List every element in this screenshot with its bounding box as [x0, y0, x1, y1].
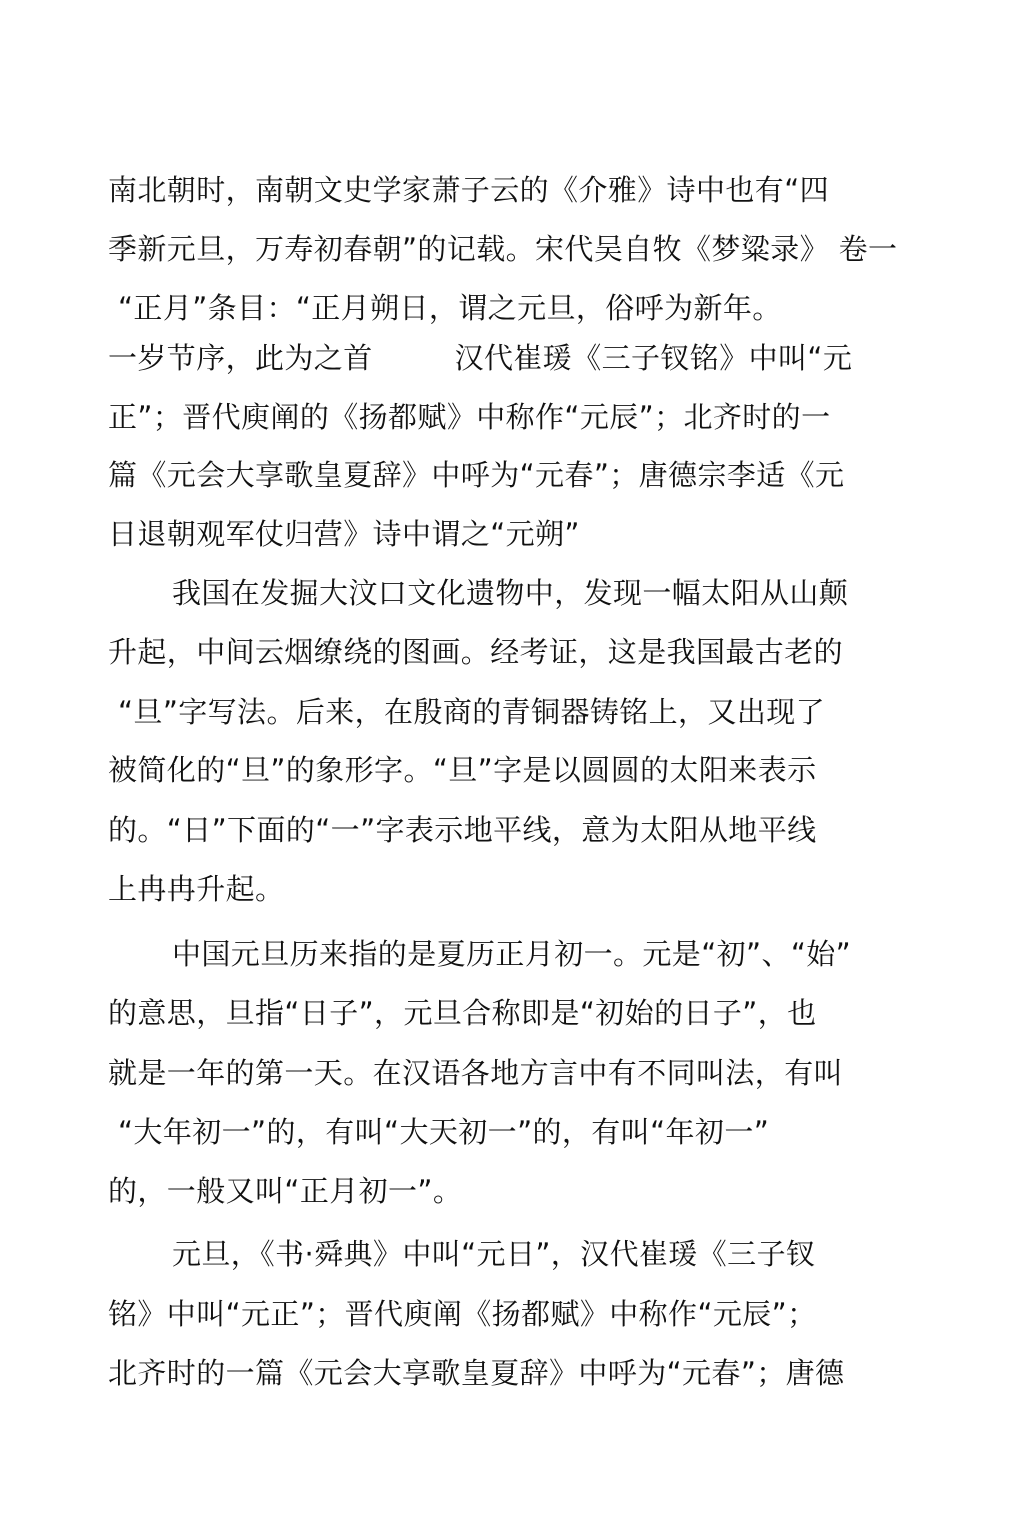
text-line: 上冉冉升起。 [108, 872, 285, 906]
text-line-split [108, 338, 852, 378]
text-line: 升起，中间云烟缭绕的图画。经考证，这是我国最古老的 [108, 635, 844, 669]
text-line: 的。“日”下面的“一”字表示地平线，意为太阳从地平线 [108, 813, 817, 847]
text-line: 季新元旦，万寿初春朝”的记载。宋代吴自牧《梦粱录》 卷一 [108, 232, 898, 266]
paragraph-first-line: 中国元旦历来指的是夏历正月初一。元是“初”、“始” [172, 937, 852, 971]
text-line: 正”；晋代庾阐的《扬都赋》中称作“元辰”；北齐时的一 [108, 400, 831, 434]
text-line: 被简化的“旦”的象形字。“旦”字是以圆圆的太阳来表示 [108, 753, 817, 787]
text-line: 的，一般又叫“正月初一”。 [108, 1174, 463, 1208]
text-line: 南北朝时，南朝文史学家萧子云的《介雅》诗中也有“四 [108, 173, 830, 207]
text-line: 北齐时的一篇《元会大享歌皇夏辞》中呼为“元春”；唐德 [108, 1356, 845, 1390]
text-line: “大年初一”的，有叫“大天初一”的，有叫“年初一” [118, 1115, 770, 1149]
text-line: 篇《元会大享歌皇夏辞》中呼为“元春”；唐德宗李适《元 [108, 458, 845, 492]
text-segment: 一岁节序，此为之首 [108, 341, 373, 375]
text-line: “旦”字写法。后来，在殷商的青铜器铸铭上，又出现了 [118, 695, 826, 729]
paragraph-first-line: 元旦，《书·舜典》中叫“元日”，汉代崔瑗《三子钗 [172, 1237, 816, 1271]
text-line: 的意思，旦指“日子”，元旦合称即是“初始的日子”，也 [108, 996, 817, 1030]
text-line: 就是一年的第一天。在汉语各地方言中有不同叫法，有叫 [108, 1056, 844, 1090]
text-segment: 汉代崔瑗《三子钗铭》中叫“元 [454, 341, 853, 375]
text-line: 铭》中叫“元正”；晋代庾阐《扬都赋》中称作“元辰”； [108, 1297, 817, 1331]
text-line: 日退朝观军仗归营》诗中谓之“元朔” [108, 517, 580, 551]
paragraph-first-line: 我国在发掘大汶口文化遗物中，发现一幅太阳从山颠 [172, 576, 849, 610]
text-line: “正月”条目：“正月朔日，谓之元旦，俗呼为新年。 [118, 291, 782, 325]
